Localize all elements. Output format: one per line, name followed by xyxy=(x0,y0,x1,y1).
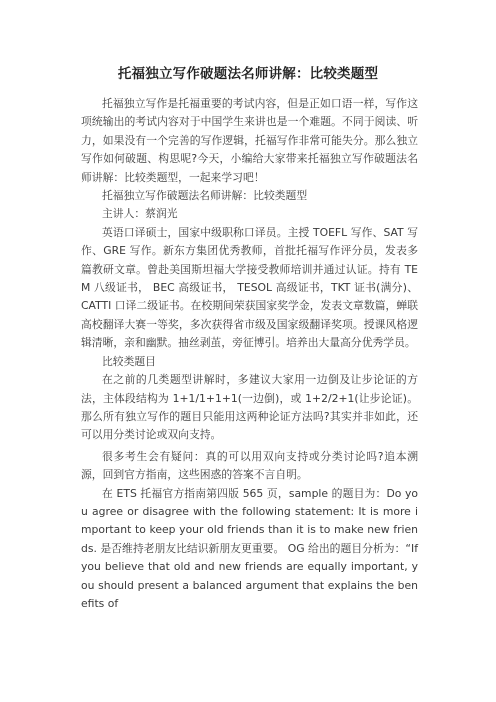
intro-paragraph: 托福独立写作是托福重要的考试内容，但是正如口语一样，写作这项统输出的考试内容对于中国学生来讲也是一个难题。不同于阅读、听力，如果没有一个完善的写作逻辑，托福写作非常可能失分。那么独立写作如何破题、构思呢?今天，小编给大家带来托福独立写作破题法名师讲解：比较类题型，一起来学习吧！ xyxy=(81,97,418,184)
speaker-bio-paragraph: 英语口译硕士，国家中级职称口译员。主授 TOEFL 写作、SAT 写作、GRE 写作。新东方集团优秀教师，首批托福写作评分员，发表多篇教研文章。曾赴美国斯坦福大学接受教师培训并通过认证。持有 TEM 八级证书， BEC 高级证书， TESOL 高级证书，TKT 证书(满分)、CATTI 口译二级证书。在校期间荣获国家奖学金，发表文章数篇，蝉联高校翻译大赛一等奖，多次获得省市级及国家级翻译奖项。授课风格逻辑清晰，亲和幽默。抽丝剥茧，旁征博引。培养出大量高分优秀学员。 xyxy=(81,225,418,350)
question-paragraph: 很多考生会有疑问：真的可以用双向支持或分类讨论吗?追本溯源，回到官方指南，这些困惑的答案不言自明。 xyxy=(81,449,418,482)
page-title: 托福独立写作破题法名师讲解：比较类题型 xyxy=(117,66,379,82)
method-paragraph: 在之前的几类题型讲解时，多建议大家用一边倒及让步论证的方法，主体段结构为 1+1/1+1+1(一边倒)，或 1+2/2+1(让步论证)。那么所有独立写作的题目只能用这两种论证方法吗?其实并非如此，还可以用分类讨论或双向支持。 xyxy=(81,373,418,442)
section-heading: 比较类题目 xyxy=(102,354,156,368)
article-body xyxy=(81,95,418,613)
speaker-paragraph: 主讲人：蔡润光 xyxy=(102,207,178,221)
subtitle-paragraph: 托福独立写作破题法名师讲解：比较类题型 xyxy=(102,189,308,203)
og-sample-paragraph: 在 ETS 托福官方指南第四版 565 页，sample 的题目为：Do you agree or disagree with the following statement: It is more important to keep your old friends than it is to make new friends. 是否维持老朋友比结识新朋友更重要。 OG 给出的题目分析为：“If you believe that old and new friends are equally important, you should present a balanced argument that explains the benefits of xyxy=(81,486,418,610)
